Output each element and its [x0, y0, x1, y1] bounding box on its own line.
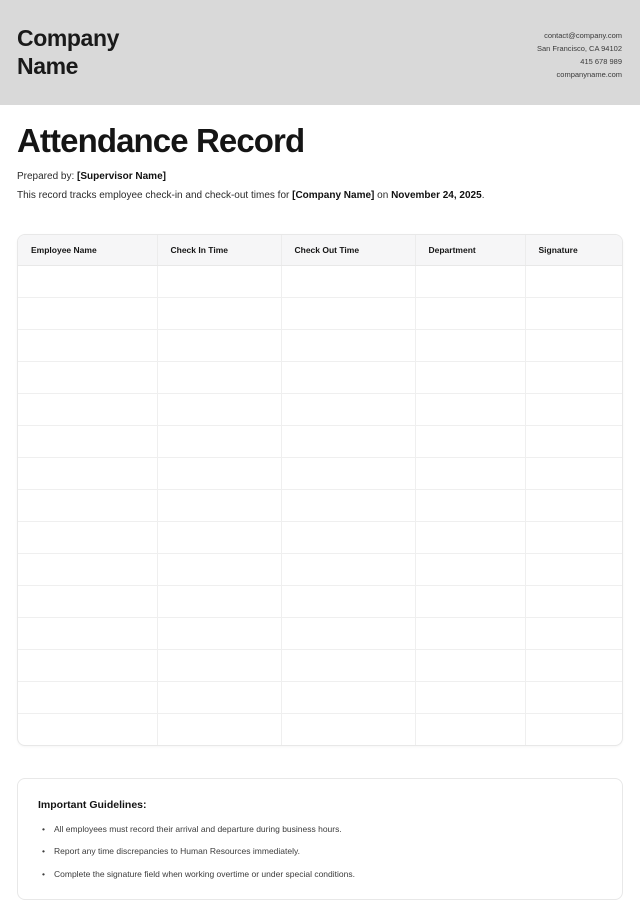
table-row[interactable]: [18, 585, 623, 617]
table-header-row: [18, 235, 623, 266]
table-cell[interactable]: [157, 521, 281, 553]
company-name-line-2: Name: [17, 53, 79, 80]
table-cell[interactable]: [18, 457, 157, 489]
description-company: [Company Name]: [292, 189, 375, 201]
table-cell[interactable]: [415, 585, 525, 617]
table-row[interactable]: [18, 553, 623, 585]
table-cell[interactable]: [525, 681, 623, 713]
table-cell[interactable]: [281, 393, 415, 425]
bullet-icon: •: [42, 823, 45, 834]
table-cell[interactable]: [281, 457, 415, 489]
table-cell[interactable]: [157, 425, 281, 457]
contact-website: companyname.com: [556, 69, 622, 79]
table-cell[interactable]: [18, 425, 157, 457]
table-cell[interactable]: [281, 297, 415, 329]
table-cell[interactable]: [281, 553, 415, 585]
column-header-check-in-time: Check In Time: [157, 235, 281, 266]
column-header-signature: Signature: [525, 235, 623, 266]
table-row[interactable]: [18, 713, 623, 745]
contact-address: San Francisco, CA 94102: [536, 43, 622, 53]
table-cell[interactable]: [157, 713, 281, 745]
table-cell[interactable]: [157, 457, 281, 489]
bullet-icon: •: [42, 846, 45, 857]
prepared-by-line: [17, 169, 623, 185]
guideline-text: All employees must record their arrival and departure during business hours.: [54, 823, 342, 834]
table-row[interactable]: [18, 617, 623, 649]
description-date: November 24, 2025: [391, 189, 482, 201]
contact-email: contact@company.com: [544, 31, 622, 40]
table-row[interactable]: [18, 425, 623, 457]
table-cell[interactable]: [281, 489, 415, 521]
table-cell[interactable]: [18, 553, 157, 585]
guideline-item: [42, 823, 602, 836]
table-cell[interactable]: [525, 521, 623, 553]
table-cell[interactable]: [18, 265, 157, 297]
attendance-table: [18, 235, 623, 745]
table-cell[interactable]: [415, 713, 525, 745]
table-cell[interactable]: [18, 297, 157, 329]
table-cell[interactable]: [415, 265, 525, 297]
table-cell[interactable]: [157, 553, 281, 585]
table-cell[interactable]: [281, 521, 415, 553]
bullet-icon: •: [42, 869, 45, 880]
table-row[interactable]: [18, 489, 623, 521]
table-cell[interactable]: [415, 617, 525, 649]
description-prefix: This record tracks employee check-in and check-out times for: [17, 189, 290, 201]
table-cell[interactable]: [525, 457, 623, 489]
table-cell[interactable]: [415, 393, 525, 425]
table-cell[interactable]: [157, 393, 281, 425]
column-header-employee-name: Employee Name: [18, 235, 157, 266]
table-row[interactable]: [18, 265, 623, 297]
table-cell[interactable]: [525, 649, 623, 681]
table-cell[interactable]: [157, 329, 281, 361]
table-cell[interactable]: [157, 681, 281, 713]
table-cell[interactable]: [525, 265, 623, 297]
table-cell[interactable]: [18, 489, 157, 521]
table-cell[interactable]: [415, 425, 525, 457]
letterhead-header: [0, 0, 640, 105]
guidelines-title: Important Guidelines:: [38, 798, 147, 811]
column-header-check-out-time: Check Out Time: [281, 235, 415, 266]
description-suffix: .: [481, 189, 485, 201]
table-cell[interactable]: [157, 265, 281, 297]
table-cell[interactable]: [415, 521, 525, 553]
table-cell[interactable]: [415, 329, 525, 361]
important-guidelines-box: [17, 778, 623, 900]
table-cell[interactable]: [525, 297, 623, 329]
company-name: [17, 24, 119, 80]
table-cell[interactable]: [415, 681, 525, 713]
table-cell[interactable]: [18, 393, 157, 425]
table-cell[interactable]: [281, 361, 415, 393]
document-header: [0, 105, 640, 204]
table-cell[interactable]: [281, 329, 415, 361]
guideline-text: Report any time discrepancies to Human Resources immediately.: [54, 846, 300, 857]
prepared-by-label: Prepared by:: [17, 170, 75, 182]
table-body: [18, 265, 623, 745]
table-cell[interactable]: [415, 297, 525, 329]
table-cell[interactable]: [281, 265, 415, 297]
table-cell[interactable]: [18, 585, 157, 617]
table-cell[interactable]: [525, 393, 623, 425]
table-cell[interactable]: [18, 713, 157, 745]
company-name-line-1: Company: [17, 25, 119, 51]
table-cell[interactable]: [157, 585, 281, 617]
column-header-department: Department: [415, 235, 525, 266]
table-cell[interactable]: [281, 585, 415, 617]
table-cell[interactable]: [281, 713, 415, 745]
table-cell[interactable]: [415, 489, 525, 521]
table-cell[interactable]: [18, 681, 157, 713]
table-row[interactable]: [18, 457, 623, 489]
table-cell[interactable]: [525, 713, 623, 745]
table-cell[interactable]: [525, 361, 623, 393]
table-cell[interactable]: [18, 617, 157, 649]
guidelines-list: [38, 823, 602, 881]
table-cell[interactable]: [525, 585, 623, 617]
table-cell[interactable]: [525, 329, 623, 361]
document-description: [17, 188, 623, 204]
table-header: [18, 235, 623, 266]
table-cell[interactable]: [415, 553, 525, 585]
guideline-text: Complete the signature field when working overtime or under special conditions.: [54, 869, 355, 880]
table-row[interactable]: [18, 329, 623, 361]
table-cell[interactable]: [525, 425, 623, 457]
table-cell[interactable]: [281, 617, 415, 649]
table-row[interactable]: [18, 361, 623, 393]
contact-info-block: [537, 24, 622, 82]
table-cell[interactable]: [157, 361, 281, 393]
table-row[interactable]: [18, 297, 623, 329]
table-cell[interactable]: [18, 649, 157, 681]
table-cell[interactable]: [157, 617, 281, 649]
prepared-by-value: [Supervisor Name]: [77, 170, 166, 182]
table-cell[interactable]: [281, 681, 415, 713]
table-cell[interactable]: [525, 489, 623, 521]
table-cell[interactable]: [525, 617, 623, 649]
table-cell[interactable]: [157, 297, 281, 329]
table-cell[interactable]: [157, 649, 281, 681]
guideline-item: [42, 845, 602, 858]
table-row[interactable]: [18, 649, 623, 681]
table-cell[interactable]: [18, 361, 157, 393]
table-cell[interactable]: [415, 361, 525, 393]
contact-phone: 415 678 989: [580, 56, 622, 66]
table-row[interactable]: [18, 681, 623, 713]
table-cell[interactable]: [281, 649, 415, 681]
table-cell[interactable]: [281, 425, 415, 457]
table-cell[interactable]: [415, 457, 525, 489]
table-cell[interactable]: [18, 521, 157, 553]
table-cell[interactable]: [157, 489, 281, 521]
attendance-table-container: [17, 234, 623, 746]
table-cell[interactable]: [415, 649, 525, 681]
table-cell[interactable]: [525, 553, 623, 585]
page-title: Attendance Record: [17, 122, 305, 159]
table-row[interactable]: [18, 393, 623, 425]
table-cell[interactable]: [18, 329, 157, 361]
guideline-item: [42, 868, 602, 881]
table-row[interactable]: [18, 521, 623, 553]
description-middle: on: [377, 189, 389, 201]
